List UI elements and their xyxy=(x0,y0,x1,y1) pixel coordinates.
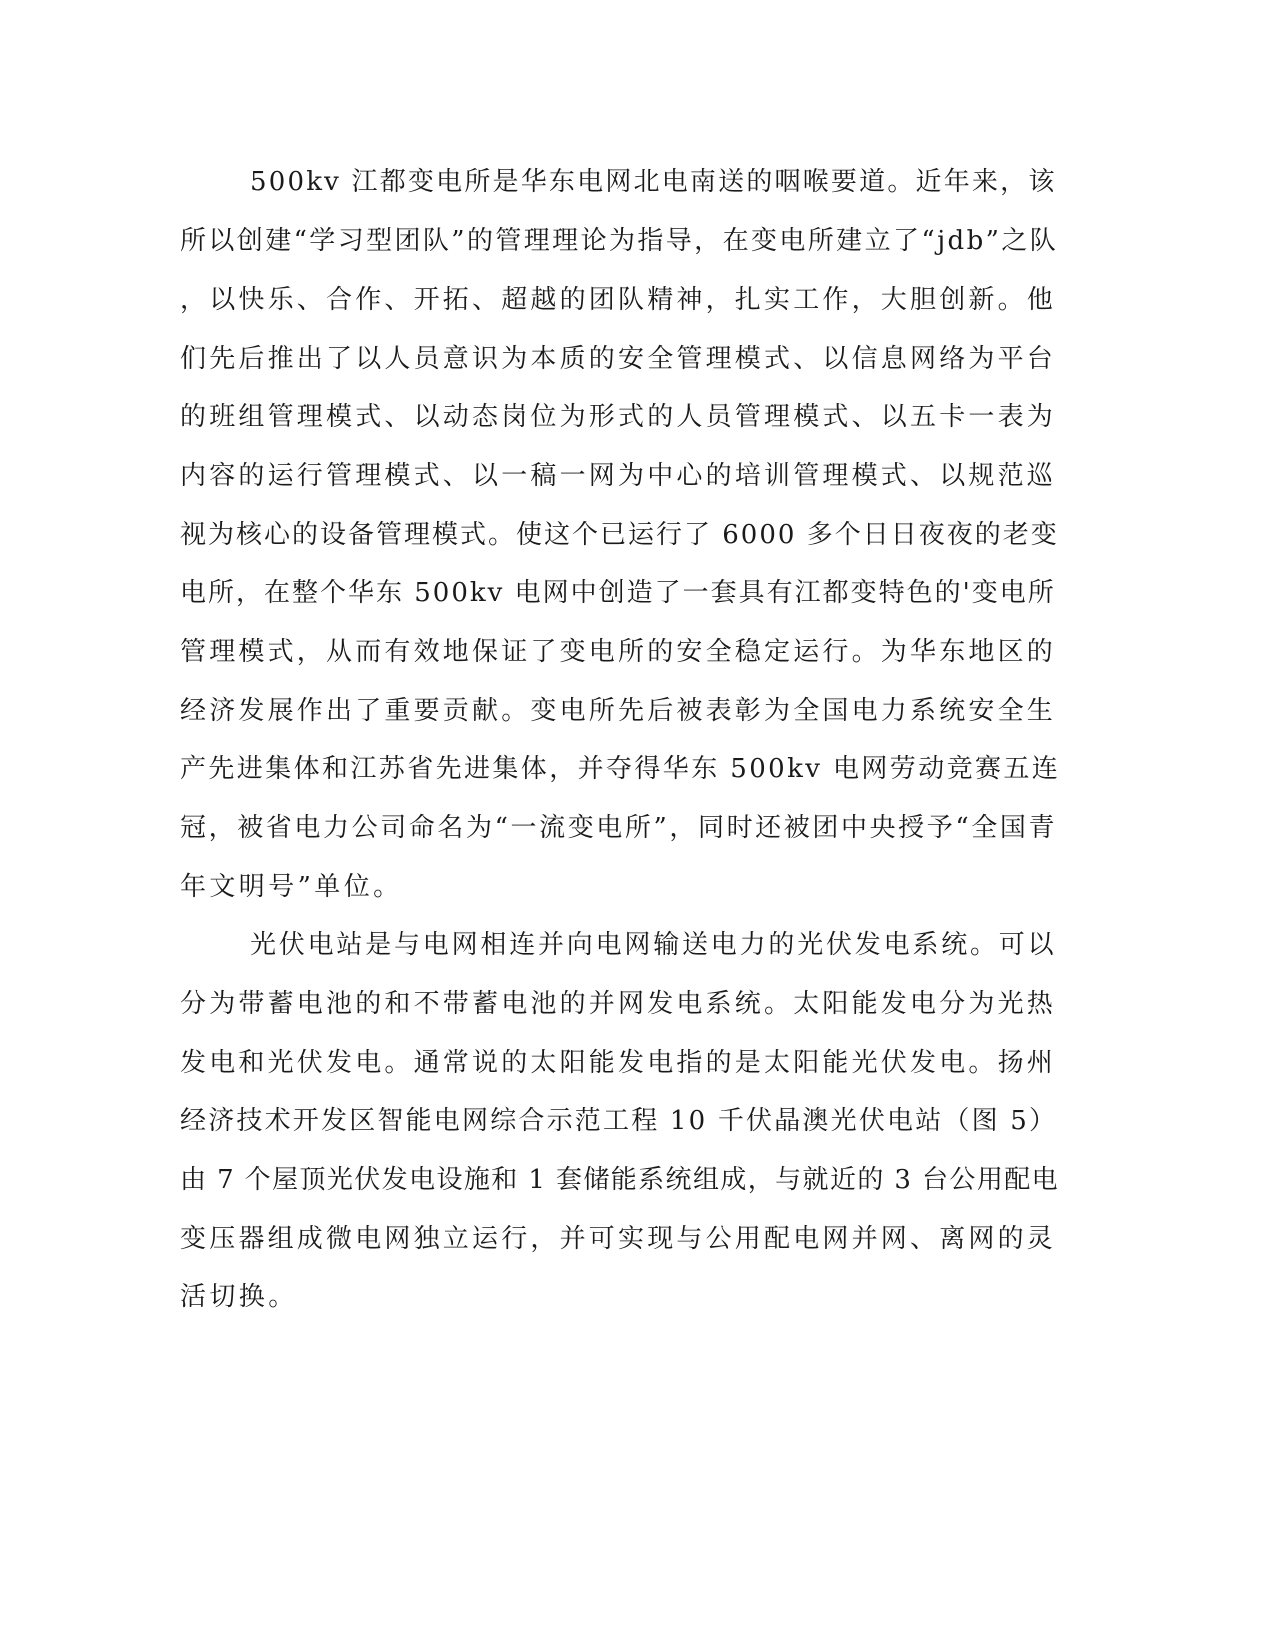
paragraph-line: 的班组管理模式、以动态岗位为形式的人员管理模式、以五卡一表为 xyxy=(180,402,1057,432)
paragraph-line: 光伏电站是与电网相连并向电网输送电力的光伏发电系统。可以 xyxy=(250,930,1057,960)
paragraph-line: 年文明号”单位。 xyxy=(180,872,403,902)
paragraph-line: 经济发展作出了重要贡献。变电所先后被表彰为全国电力系统安全生 xyxy=(180,696,1057,726)
paragraph-line: 分为带蓄电池的和不带蓄电池的并网发电系统。太阳能发电分为光热 xyxy=(180,989,1057,1019)
paragraph-line: 活切换。 xyxy=(180,1282,298,1312)
paragraph-line: 管理模式，从而有效地保证了变电所的安全稳定运行。为华东地区的 xyxy=(180,637,1057,667)
paragraph-line: 们先后推出了以人员意识为本质的安全管理模式、以信息网络为平台 xyxy=(180,344,1057,374)
paragraph-line: 经济技术开发区智能电网综合示范工程 10 千伏晶澳光伏电站（图 5） xyxy=(180,1106,1058,1136)
paragraph-line: 由 7 个屋顶光伏发电设施和 1 套储能系统组成，与就近的 3 台公用配电 xyxy=(180,1165,1060,1195)
paragraph-line: 500kv 江都变电所是华东电网北电南送的咽喉要道。近年来，该 xyxy=(250,167,1057,197)
paragraph-line: 冠，被省电力公司命名为“一流变电所”，同时还被团中央授予“全国青 xyxy=(180,813,1058,843)
paragraph-line: 视为核心的设备管理模式。使这个已运行了 6000 多个日日夜夜的老变 xyxy=(180,520,1059,550)
paragraph-line: 内容的运行管理模式、以一稿一网为中心的培训管理模式、以规范巡 xyxy=(180,461,1057,491)
paragraph-line: 产先进集体和江苏省先进集体，并夺得华东 500kv 电网劳动竞赛五连 xyxy=(180,754,1061,784)
paragraph-line: ，以快乐、合作、开拓、超越的团队精神，扎实工作，大胆创新。他 xyxy=(180,285,1057,315)
paragraph-line: 发电和光伏发电。通常说的太阳能发电指的是太阳能光伏发电。扬州 xyxy=(180,1048,1057,1078)
paragraph-line: 所以创建“学习型团队”的管理理论为指导，在变电所建立了“jdb”之队 xyxy=(180,226,1059,256)
paragraph-line: 电所，在整个华东 500kv 电网中创造了一套具有江都变特色的'变电所 xyxy=(180,578,1056,608)
paragraph-line: 变压器组成微电网独立运行，并可实现与公用配电网并网、离网的灵 xyxy=(180,1224,1057,1254)
